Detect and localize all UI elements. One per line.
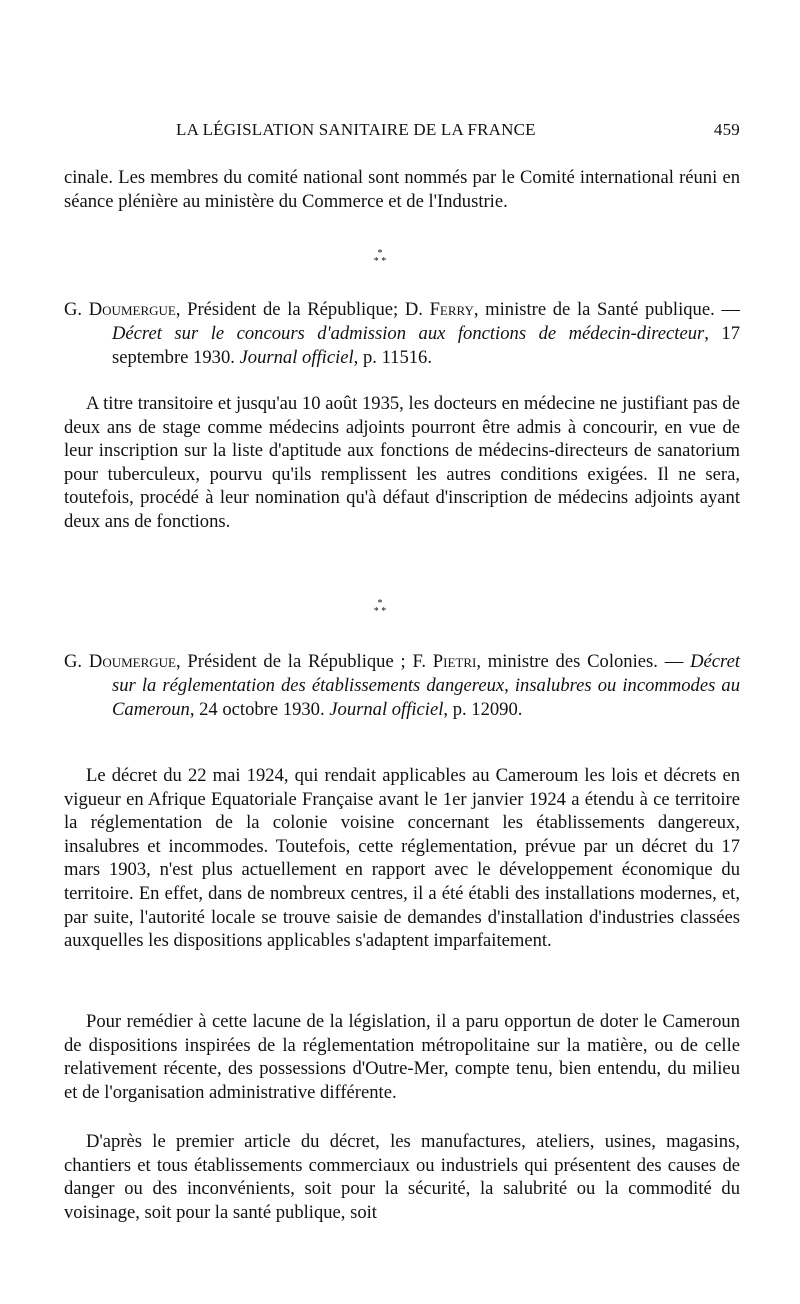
separator-asterism [340, 250, 420, 266]
paragraph-transitional: A titre transitoire et jusqu'au 10 août 1935, les docteurs en médecine ne justifiant pas de deux ans de stage comme médecins adjoints pourront être admis à concourir, en vue de leur inscription sur la liste d'aptitude aux fonctions de médecins-directeurs de sanatorium pour tuberculeux, pourvu qu'ils remplissent les autres conditions exigées. Il ne sera, toutefois, procédé à leur nomination qu'à défaut d'inscription de médecins adjoints ayant deux ans de fonctions. [64, 393, 740, 532]
separator-asterism-2 [340, 600, 420, 616]
decree2-president-prefix: G. [64, 651, 89, 672]
decree2-date: , 24 octobre 1930. [189, 698, 330, 720]
asterism2-bottom: * * [373, 606, 387, 617]
page-number: 459 [713, 120, 740, 139]
decree1-date: , 17 septembre 1930. [112, 322, 741, 368]
paragraph-continuation: cinale. Les membres du comité national sont nommés par le Comité international réuni en séance plénière au ministère du Commerce et de l'Industrie. [64, 167, 740, 212]
decree1-president-role: , Président de la République; D. [175, 299, 430, 320]
decree2-minister-role: , ministre des Colonies. — [476, 651, 691, 672]
decree1-president-prefix: G. [64, 299, 89, 320]
decree1-title: Décret sur le concours d'admission aux fonctions de médecin-directeur [112, 322, 705, 344]
decree2-title: Décret sur la réglementation des établissements dangereux, insalubres ou incommodes au Cameroun [112, 651, 740, 720]
decree1-minister-role: , ministre de la Santé publique. — [473, 299, 740, 320]
running-header [64, 120, 740, 146]
decree2-minister-name: Pietri [432, 651, 477, 672]
asterism-bottom: * * [373, 256, 387, 267]
decree1-president-name: Doumergue [88, 299, 176, 320]
paragraph-cameroun-decree: Le décret du 22 mai 1924, qui rendait applicables au Cameroum les lois et décrets en vigueur en Afrique Equatoriale Française avant le 1er janvier 1924 a étendu à ce territoire la réglementation de la colonie voisine concernant les établissements dangereux, insalubres et incommodes. Toutefois, cette réglementation, prévue par un décret du 17 mars 1903, n'est plus actuellement en rapport avec le développement économique du territoire. En effet, dans de nombreux centres, il a été établi des installations modernes, et, par suite, l'autorité locale se trouve saisie de demandes d'installation d'industries classées auxquelles les dispositions applicables s'adaptent imparfaitement. [64, 765, 740, 952]
decree-heading-1 [64, 298, 740, 369]
decree2-journal: Journal officiel [329, 698, 444, 720]
decree2-president-role: , Président de la République ; F. [175, 651, 433, 672]
paragraph-remedy: Pour remédier à cette lacune de la législation, il a paru opportun de doter le Cameroun de dispositions inspirées de la réglementation métropolitaine sur la matière, ou de celle relativement récente, des possessions d'Outre-Mer, compte tenu, bien entendu, du milieu et de l'organisation administrative différente. [64, 1011, 740, 1103]
decree1-journal: Journal officiel [239, 346, 354, 368]
decree-heading-2 [64, 650, 740, 721]
decree1-page: , p. 11516. [353, 346, 433, 368]
decree1-minister-name: Ferry [429, 299, 474, 320]
asterism-top: * [377, 248, 383, 259]
header-title: LA LÉGISLATION SANITAIRE DE LA FRANCE [176, 120, 536, 139]
asterism2-top: * [377, 598, 383, 609]
decree2-page: , p. 12090. [443, 698, 523, 720]
paragraph-first-article: D'après le premier article du décret, les manufactures, ateliers, usines, magasins, chantiers et tous établissements commerciaux ou industriels qui présentent des causes de danger ou des inconvénients, soit pour la sécurité, la salubrité ou la commodité du voisinage, soit pour la santé publique, soit [64, 1131, 740, 1223]
decree2-president-name: Doumergue [88, 651, 176, 672]
